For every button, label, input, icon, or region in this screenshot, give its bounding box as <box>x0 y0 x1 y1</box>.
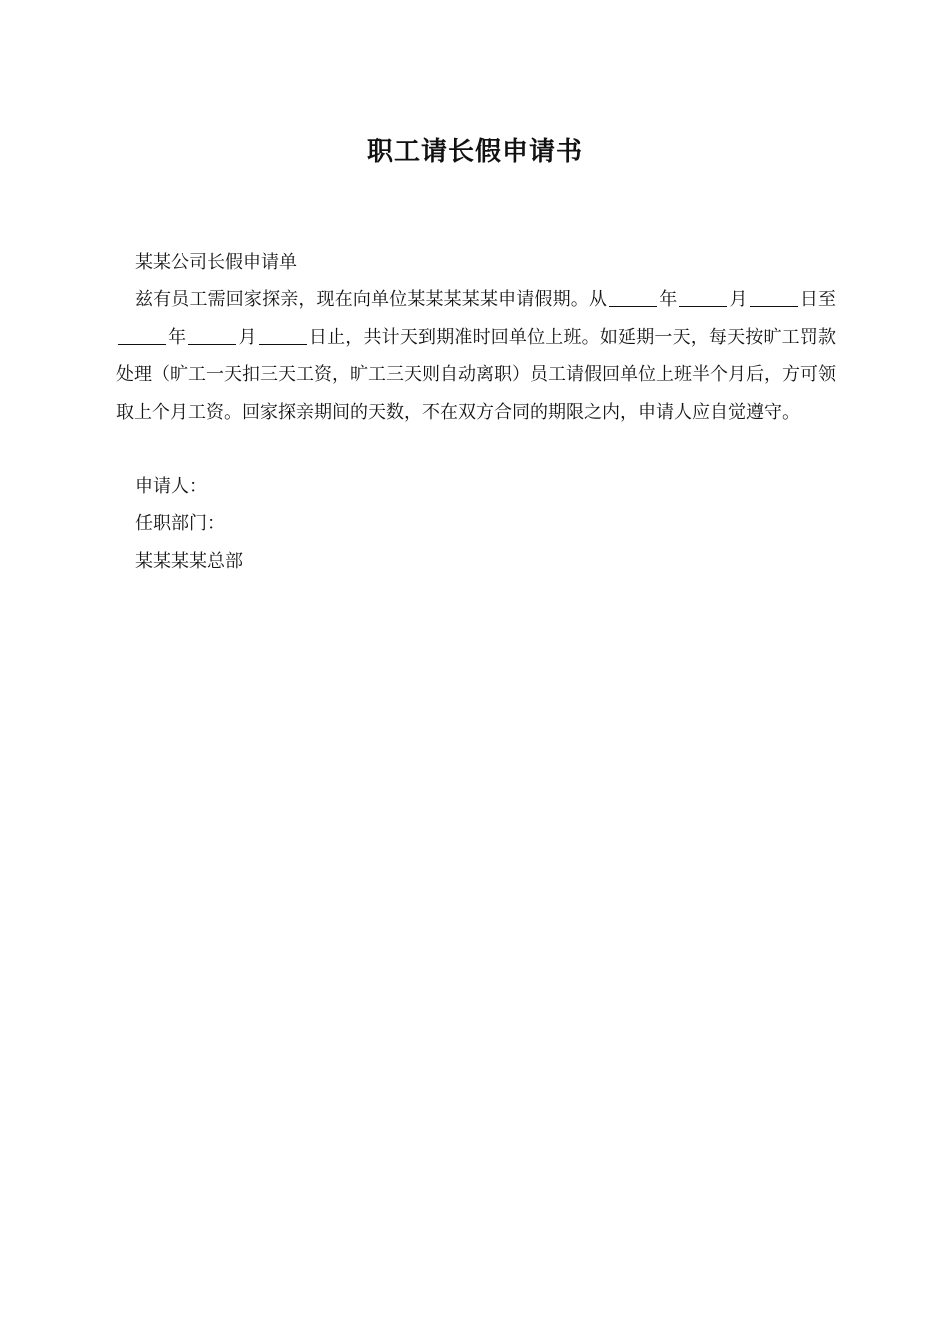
month-label-2: 月 <box>238 326 257 348</box>
blank-day-from <box>750 288 798 307</box>
blank-year-to <box>118 326 166 345</box>
form-name: 某某公司长假申请单 <box>135 252 297 273</box>
blank-month-from <box>679 288 727 307</box>
request-paragraph <box>116 281 836 431</box>
blank-day-to <box>259 326 307 345</box>
paragraph-part-2: 日止，共计天到期准时回单位上班。如延期一天，每天按旷工罚款处理（旷工一天扣三天工资，旷工三天则自动离职）员工请假回单位上班半个月后，方可领取上个月工资。回家探亲期间的天数，不在双方合同的期限之内，申请人应自觉遵守。 <box>116 326 837 423</box>
year-label-1: 年 <box>659 289 678 310</box>
blank-year-from <box>609 288 657 307</box>
day-to-label: 日至 <box>799 289 836 310</box>
applicant-label: 申请人： <box>135 476 207 497</box>
blank-month-to <box>188 326 236 345</box>
month-label-1: 月 <box>729 289 748 310</box>
department-label: 任职部门： <box>135 513 225 534</box>
document-title: 职工请长假申请书 <box>366 137 583 167</box>
paragraph-part-1: 兹有员工需回家探亲，现在向单位某某某某某申请假期。从 <box>135 289 608 310</box>
paragraph-text <box>116 281 836 431</box>
organization-name: 某某某某总部 <box>135 551 243 572</box>
year-label-2: 年 <box>168 326 187 348</box>
